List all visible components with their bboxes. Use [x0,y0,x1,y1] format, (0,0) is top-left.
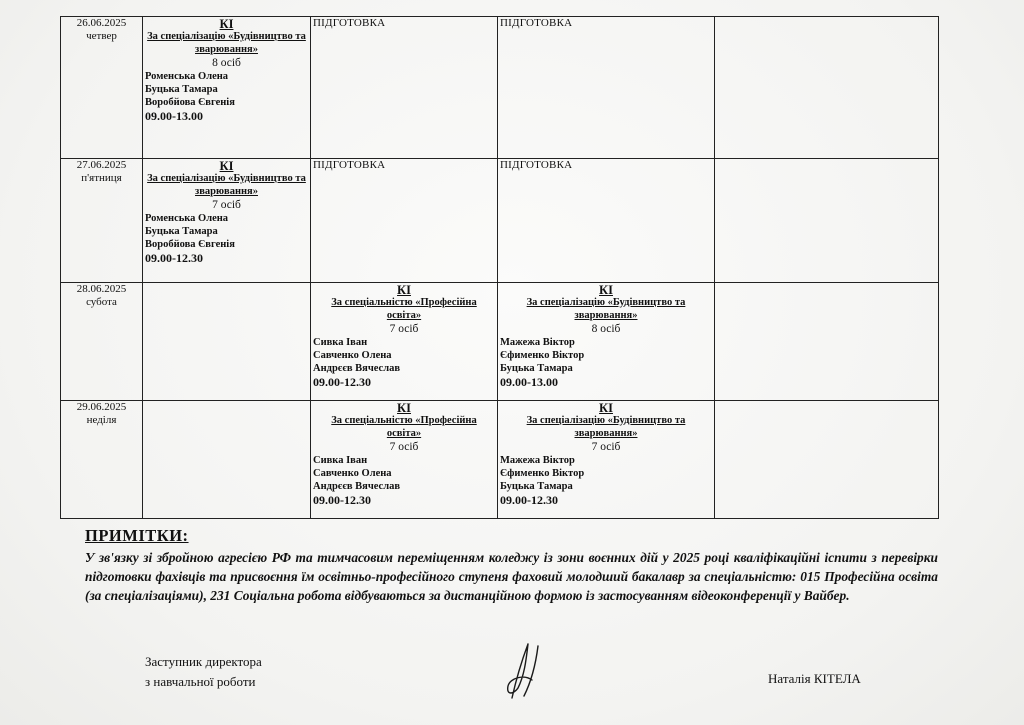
member-name: Буцька Тамара [145,226,218,237]
exam-cell [498,401,715,519]
date-cell [61,17,143,159]
notes-paragraph: У зв'язку зі збройною агресією РФ та тимчасовим переміщенням коледжу із зони воєнних дій у 2025 році кваліфікаційні іспити з перевірки підготовки фахівців та присвоєння їм освітньо-професійного ступеня фаховий молодший бакалавр за спеціальністю: 015 Професійна освіта (за спеціалізаціями), 231 Соціальна робота відбуваються за дистанційною формою із застосуванням відеоконференції у Вайбер. [85,550,938,604]
member-name: Буцька Тамара [145,84,218,95]
preparation-cell: ПІДГОТОВКА [498,17,715,159]
exam-time: 09.00-13.00 [145,109,203,123]
exam-time: 09.00-12.30 [500,493,558,507]
handwritten-signature [498,640,554,700]
student-count: 8 осіб [591,323,621,335]
member-name: Воробйова Євгенія [145,97,235,108]
exam-specialization: За спеціальністю «Професійна освіта» [331,415,477,439]
weekday-text: четвер [86,30,117,42]
exam-code: КІ [397,283,411,297]
commission-members [313,336,495,375]
member-name: Мажежа Віктор [500,337,575,348]
exam-time: 09.00-12.30 [145,251,203,265]
commission-members [145,70,308,109]
empty-cell [715,283,939,401]
table-row [61,401,939,519]
exam-cell [311,401,498,519]
position-line: Заступник директора [145,654,262,669]
exam-specialization: За спеціалізацію «Будівництво та зварювання» [147,173,306,197]
date-text: 27.06.2025 [76,159,127,171]
member-name: Буцька Тамара [500,363,573,374]
position-line: з навчальної роботи [145,674,256,689]
table-row [61,159,939,283]
preparation-cell: ПІДГОТОВКА [311,17,498,159]
exam-code: КІ [219,17,234,31]
commission-members [145,212,308,251]
exam-specialization: За спеціальністю «Професійна освіта» [331,297,477,321]
member-name: Роменська Олена [145,71,229,82]
exam-schedule-table [60,16,939,519]
exam-cell [143,159,311,283]
student-count: 7 осіб [389,323,419,335]
student-count: 7 осіб [591,441,621,453]
date-text: 29.06.2025 [76,401,127,413]
commission-members [500,454,712,493]
empty-cell [715,401,939,519]
exam-time: 09.00-12.30 [313,375,371,389]
member-name: Андрєєв Вячеслав [313,363,401,374]
weekday-text: субота [86,296,117,308]
student-count: 7 осіб [212,199,241,211]
empty-cell [143,283,311,401]
exam-specialization: За спеціалізацію «Будівництво та зварювання» [526,415,686,439]
exam-cell [143,17,311,159]
exam-specialization: За спеціалізацію «Будівництво та зварювання» [526,297,686,321]
empty-cell [715,159,939,283]
exam-cell [311,283,498,401]
member-name: Савченко Олена [313,350,392,361]
member-name: Андрєєв Вячеслав [313,481,401,492]
notes-heading: ПРИМІТКИ: [85,526,189,545]
member-name: Єфименко Віктор [500,468,585,479]
table-row [61,283,939,401]
date-cell [61,283,143,401]
weekday-text: п'ятниця [81,172,122,184]
exam-code: КІ [219,159,234,173]
preparation-cell: ПІДГОТОВКА [311,159,498,283]
member-name: Буцька Тамара [500,481,573,492]
student-count: 7 осіб [389,441,419,453]
weekday-text: неділя [86,414,117,426]
member-name: Воробйова Євгенія [145,239,235,250]
exam-code: КІ [599,401,613,415]
empty-cell [715,17,939,159]
date-text: 28.06.2025 [76,283,127,295]
exam-code: КІ [397,401,411,415]
member-name: Савченко Олена [313,468,392,479]
signatory-position [145,652,262,692]
empty-cell [143,401,311,519]
commission-members [313,454,495,493]
table-row [61,17,939,159]
commission-members [500,336,712,375]
preparation-cell: ПІДГОТОВКА [498,159,715,283]
date-cell [61,401,143,519]
signatory-name: Наталія КІТЕЛА [768,671,861,686]
member-name: Сивка Іван [313,337,368,348]
exam-code: КІ [599,283,613,297]
member-name: Роменська Олена [145,213,229,224]
exam-cell [498,283,715,401]
member-name: Мажежа Віктор [500,455,575,466]
exam-time: 09.00-12.30 [313,493,371,507]
exam-specialization: За спеціалізацію «Будівництво та зварювання» [147,31,306,55]
exam-time: 09.00-13.00 [500,375,558,389]
member-name: Єфименко Віктор [500,350,585,361]
student-count: 8 осіб [212,57,241,69]
date-cell [61,159,143,283]
date-text: 26.06.2025 [76,17,127,29]
member-name: Сивка Іван [313,455,368,466]
